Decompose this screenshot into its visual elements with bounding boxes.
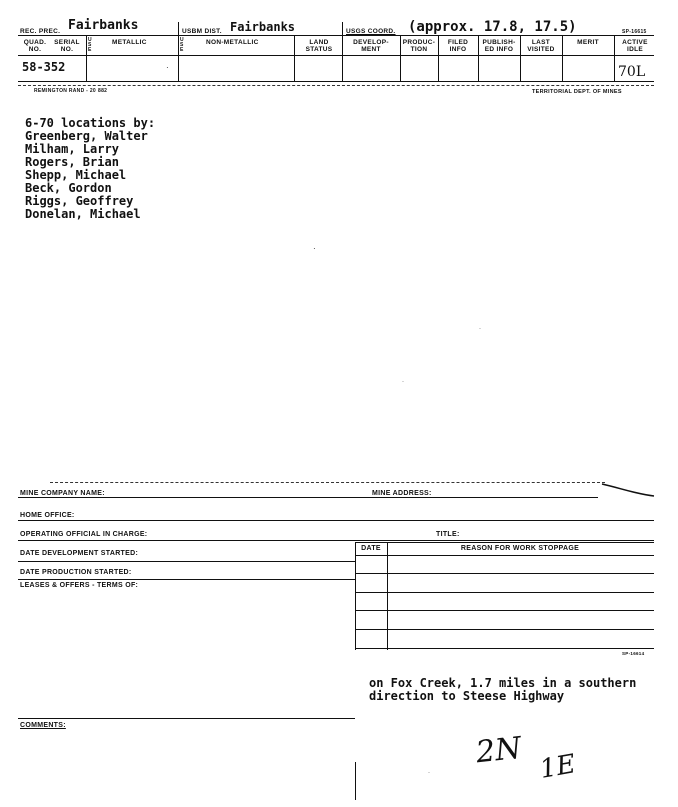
- locator-name-2: Milham, Larry: [25, 142, 119, 156]
- operating-official-label: OPERATING OFFICIAL IN CHARGE:: [20, 531, 148, 538]
- active-idle-label: ACTIVE IDLE: [622, 39, 648, 53]
- handwritten-range: 1E: [537, 749, 578, 785]
- form-number-top: SP-16615: [622, 29, 647, 35]
- mine-company-name-label: MINE COMPANY NAME:: [20, 490, 105, 497]
- reason-col-label: REASON FOR WORK STOPPAGE: [460, 545, 580, 552]
- usbm-dist-label: USBM DIST.: [182, 28, 222, 35]
- locations-block: [25, 117, 285, 221]
- handwritten-township: 2N: [474, 730, 524, 771]
- date-development-label: DATE DEVELOPMENT STARTED:: [20, 550, 139, 557]
- filed-info-label: FILED INFO: [447, 39, 469, 53]
- locator-name-4: Shepp, Michael: [25, 168, 127, 182]
- dept-label: TERRITORIAL DEPT. OF MINES: [532, 89, 622, 95]
- nonmetallic-label: NON-METALLIC: [206, 39, 259, 46]
- serial-label: SERIAL NO.: [54, 39, 80, 53]
- metallic-label: METALLIC: [112, 39, 147, 46]
- last-visited-label: LAST VISITED: [527, 39, 555, 53]
- comments-label: COMMENTS:: [20, 722, 66, 729]
- date-col-label: DATE: [361, 545, 381, 552]
- quad-serial-value: 58-352: [22, 60, 66, 74]
- use-letters-nonmetallic: U S E: [180, 37, 184, 53]
- published-info-label: PUBLISH-ED INFO: [482, 39, 516, 53]
- production-label: PRODUC-TION: [402, 39, 436, 53]
- leases-label: LEASES & OFFERS - TERMS OF:: [20, 582, 139, 589]
- rec-prec-value: Fairbanks: [68, 18, 139, 33]
- locator-name-3: Rogers, Brian: [25, 155, 119, 169]
- use-letters-metallic: U S E: [88, 37, 92, 53]
- locator-name-5: Beck, Gordon: [25, 181, 112, 195]
- quad-label: QUAD. NO.: [23, 39, 47, 53]
- date-production-label: DATE PRODUCTION STARTED:: [20, 569, 132, 576]
- home-office-label: HOME OFFICE:: [20, 512, 75, 519]
- merit-label: MERIT: [577, 39, 599, 46]
- location-note: on Fox Creek, 1.7 miles in a southern direction to Steese Highway: [369, 676, 637, 703]
- rec-prec-label: REC. PREC.: [20, 28, 61, 35]
- locator-name-1: Greenberg, Walter: [25, 129, 148, 143]
- locations-heading: 6-70 locations by:: [25, 116, 156, 130]
- usbm-dist-value: Fairbanks: [230, 20, 296, 34]
- development-label: DEVELOP-MENT: [353, 39, 389, 53]
- title-label: TITLE:: [436, 531, 460, 538]
- remington-code: 882: [98, 88, 108, 94]
- usgs-coord-label: USGS COORD.: [346, 28, 396, 35]
- locator-name-6: Riggs, Geoffrey: [25, 194, 134, 208]
- locator-name-7: Donelan, Michael: [25, 207, 141, 221]
- remington-label: REMINGTON RAND - 20: [34, 88, 97, 94]
- active-idle-value: 70L: [618, 64, 646, 80]
- torn-edge-mark: [600, 480, 656, 500]
- mine-address-label: MINE ADDRESS:: [372, 490, 432, 497]
- usgs-coord-value: (approx. 17.8, 17.5): [408, 19, 577, 35]
- form-number-bottom: SP-16614: [622, 651, 645, 656]
- land-status-label: LAND STATUS: [305, 39, 333, 53]
